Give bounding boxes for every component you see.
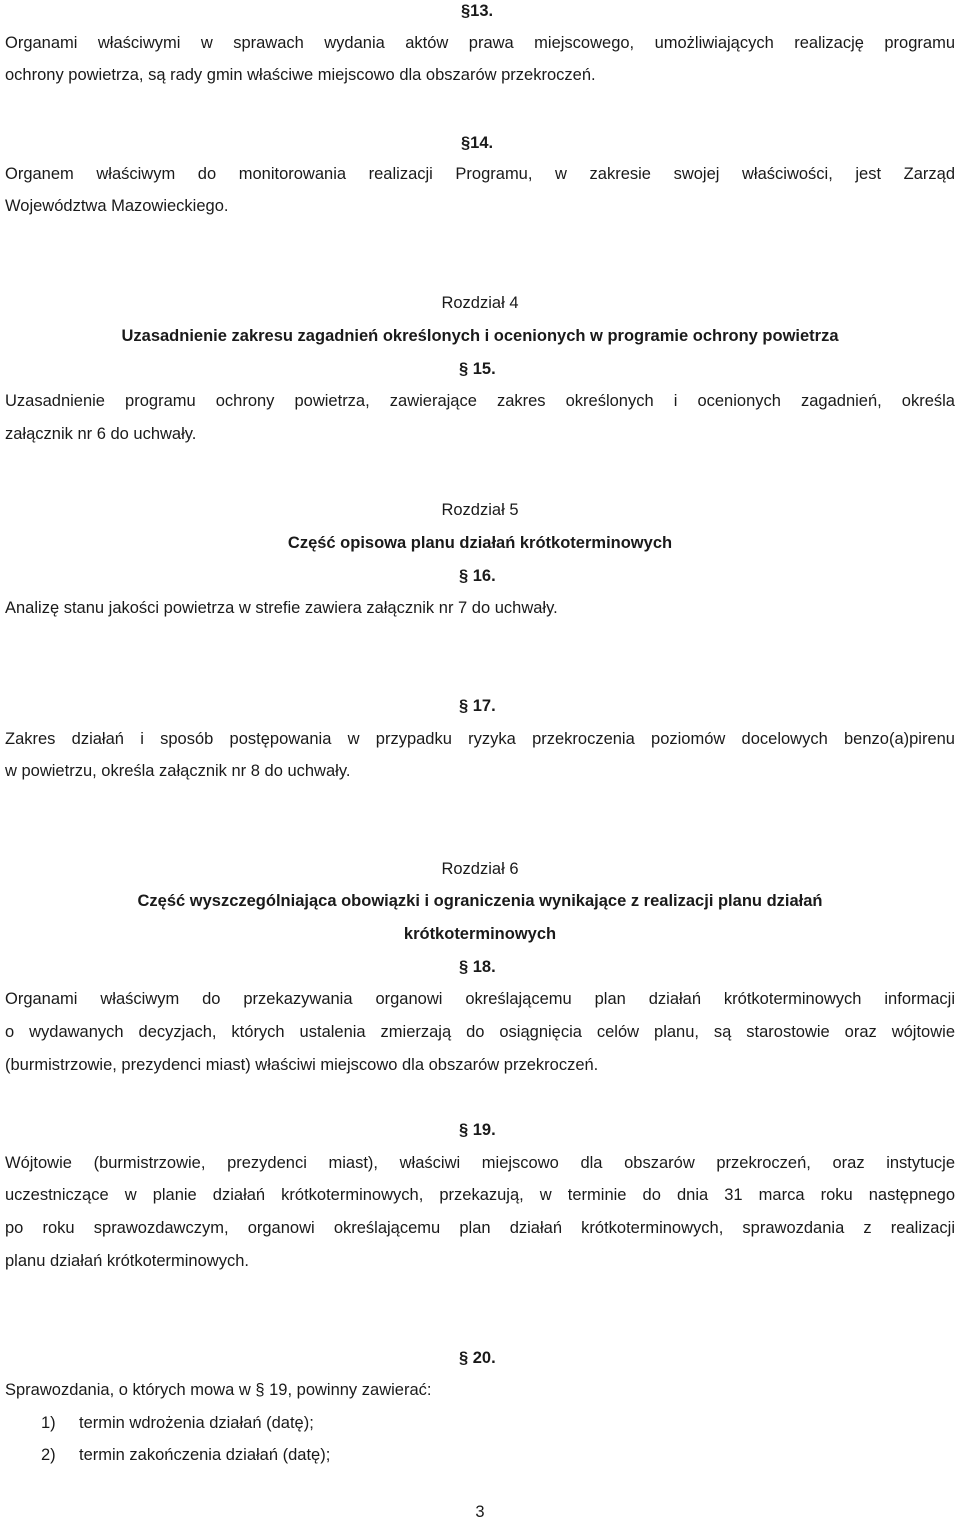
list-item-2-number: 2) bbox=[41, 1446, 56, 1464]
paragraph-19-heading: § 19. bbox=[459, 1121, 496, 1139]
chapter-5-title: Część opisowa planu działań krótkoterminowych bbox=[287, 534, 673, 552]
page-number: 3 bbox=[475, 1503, 485, 1521]
paragraph-13-line-1: Organami właściwymi w sprawach wydania aktów prawa miejscowego, umożliwiających realizację programu bbox=[5, 34, 955, 52]
paragraph-14-line-2: Województwa Mazowieckiego. bbox=[5, 197, 229, 215]
chapter-5-label: Rozdział 5 bbox=[441, 501, 519, 519]
paragraph-19-line-1: Wójtowie (burmistrzowie, prezydenci miast), właściwi miejscowo dla obszarów przekroczeń, oraz instytucje bbox=[5, 1154, 955, 1172]
list-item-1-text: termin wdrożenia działań (datę); bbox=[79, 1414, 314, 1432]
chapter-6-title-line-1: Część wyszczególniająca obowiązki i ograniczenia wynikające z realizacji planu działań bbox=[137, 892, 823, 910]
paragraph-17-line-2: w powietrzu, określa załącznik nr 8 do uchwały. bbox=[5, 762, 351, 780]
paragraph-13-line-2: ochrony powietrza, są rady gmin właściwe miejscowo dla obszarów przekroczeń. bbox=[5, 66, 596, 84]
paragraph-18-line-2: o wydawanych decyzjach, których ustalenia zmierzają do osiągnięcia celów planu, są starostowie oraz wójtowie bbox=[5, 1023, 955, 1041]
list-item-2-text: termin zakończenia działań (datę); bbox=[79, 1446, 331, 1464]
paragraph-15-line-2: załącznik nr 6 do uchwały. bbox=[5, 425, 197, 443]
paragraph-18-heading: § 18. bbox=[459, 958, 496, 976]
paragraph-19-line-4: planu działań krótkoterminowych. bbox=[5, 1252, 249, 1270]
paragraph-16-line-1: Analizę stanu jakości powietrza w strefie zawiera załącznik nr 7 do uchwały. bbox=[5, 599, 558, 617]
paragraph-14-heading: §14. bbox=[461, 134, 494, 152]
chapter-6-title-line-2: krótkoterminowych bbox=[403, 925, 557, 943]
paragraph-16-heading: § 16. bbox=[459, 567, 496, 585]
paragraph-13-heading: §13. bbox=[461, 2, 494, 20]
paragraph-15-line-1: Uzasadnienie programu ochrony powietrza, zawierające zakres określonych i ocenionych zagadnień, określa bbox=[5, 392, 955, 410]
paragraph-17-line-1: Zakres działań i sposób postępowania w przypadku ryzyka przekroczenia poziomów docelowych benzo(a)pirenu bbox=[5, 730, 955, 748]
paragraph-18-line-1: Organami właściwym do przekazywania organowi określającemu plan działań krótkoterminowych informacji bbox=[5, 990, 955, 1008]
chapter-4-label: Rozdział 4 bbox=[441, 294, 519, 312]
paragraph-19-line-3: po roku sprawozdawczym, organowi określającemu plan działań krótkoterminowych, sprawozdania z realizacji bbox=[5, 1219, 955, 1237]
list-item-1-number: 1) bbox=[41, 1414, 56, 1432]
chapter-4-title: Uzasadnienie zakresu zagadnień określonych i ocenionych w programie ochrony powietrza bbox=[121, 327, 839, 345]
paragraph-19-line-2: uczestniczące w planie działań krótkoterminowych, przekazują, w terminie do dnia 31 marca roku następnego bbox=[5, 1186, 955, 1204]
chapter-6-label: Rozdział 6 bbox=[441, 860, 519, 878]
paragraph-17-heading: § 17. bbox=[459, 697, 496, 715]
paragraph-20-heading: § 20. bbox=[459, 1349, 496, 1367]
paragraph-18-line-3: (burmistrzowie, prezydenci miast) właściwi miejscowo dla obszarów przekroczeń. bbox=[5, 1056, 599, 1074]
paragraph-20-line-1: Sprawozdania, o których mowa w § 19, powinny zawierać: bbox=[5, 1381, 432, 1399]
paragraph-15-heading: § 15. bbox=[459, 360, 496, 378]
paragraph-14-line-1: Organem właściwym do monitorowania realizacji Programu, w zakresie swojej właściwości, jest Zarząd bbox=[5, 165, 955, 183]
